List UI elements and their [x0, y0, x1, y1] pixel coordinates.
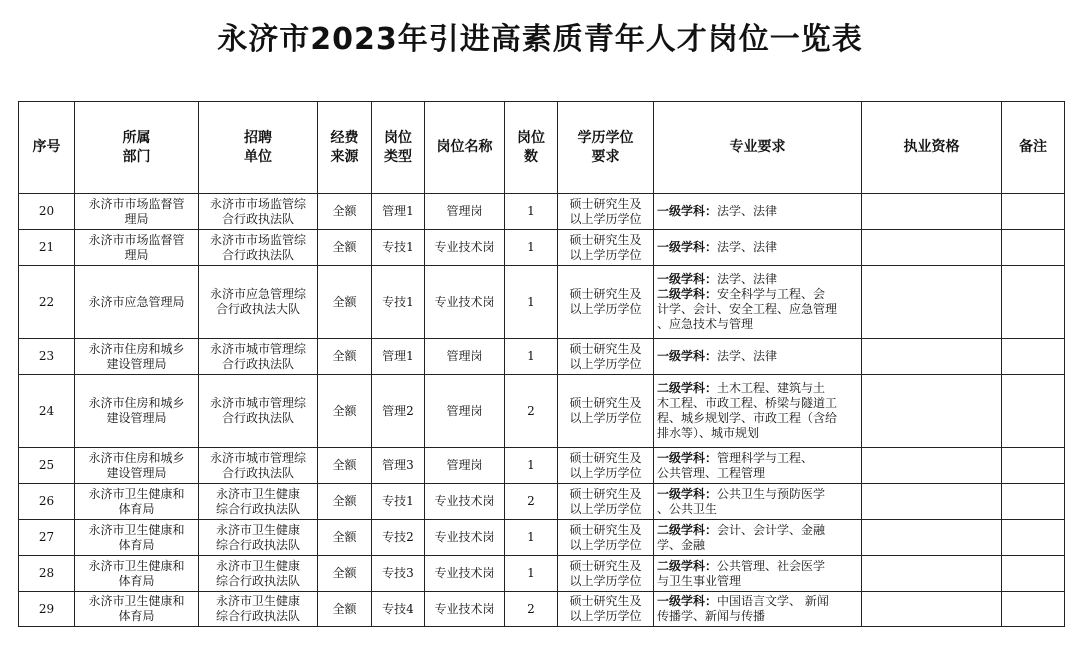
cell-position-type: 管理2 [372, 375, 425, 448]
cell-unit: 永济市市场监管综 合行政执法队 [199, 230, 318, 266]
cell-note [1002, 194, 1065, 230]
cell-position-name: 专业技术岗 [425, 556, 505, 592]
header-qualification: 执业资格 [862, 102, 1002, 194]
cell-major: 一级学科：管理科学与工程、 公共管理、工程管理 [654, 448, 862, 484]
cell-unit: 永济市市场监管综 合行政执法队 [199, 194, 318, 230]
cell-note [1002, 484, 1065, 520]
table-row [19, 339, 1065, 375]
cell-seq: 29 [19, 592, 75, 627]
cell-seq: 25 [19, 448, 75, 484]
cell-unit: 永济市卫生健康 综合行政执法队 [199, 484, 318, 520]
cell-seq: 24 [19, 375, 75, 448]
cell-major: 二级学科：土木工程、建筑与土 木工程、市政工程、桥梁与隧道工 程、城乡规划学、市政工程（含给 排水等）、城市规划 [654, 375, 862, 448]
cell-dept: 永济市卫生健康和 体育局 [75, 520, 199, 556]
cell-education: 硕士研究生及 以上学历学位 [558, 520, 654, 556]
cell-dept: 永济市卫生健康和 体育局 [75, 556, 199, 592]
table-row [19, 266, 1065, 339]
cell-note [1002, 520, 1065, 556]
cell-seq: 28 [19, 556, 75, 592]
table-row [19, 592, 1065, 627]
cell-education: 硕士研究生及 以上学历学位 [558, 556, 654, 592]
table-row [19, 448, 1065, 484]
cell-count: 2 [505, 484, 558, 520]
cell-qualification [862, 484, 1002, 520]
cell-position-name: 管理岗 [425, 375, 505, 448]
cell-major: 二级学科：公共管理、社会医学 与卫生事业管理 [654, 556, 862, 592]
cell-fund: 全额 [318, 230, 372, 266]
cell-major: 一级学科：法学、法律 [654, 230, 862, 266]
cell-count: 1 [505, 448, 558, 484]
cell-unit: 永济市城市管理综 合行政执法队 [199, 339, 318, 375]
cell-position-type: 管理1 [372, 339, 425, 375]
cell-unit: 永济市应急管理综 合行政执法大队 [199, 266, 318, 339]
header-major: 专业要求 [654, 102, 862, 194]
cell-position-name: 专业技术岗 [425, 266, 505, 339]
cell-note [1002, 339, 1065, 375]
table-header-row [19, 102, 1065, 194]
cell-seq: 27 [19, 520, 75, 556]
header-position-name: 岗位名称 [425, 102, 505, 194]
cell-position-name: 专业技术岗 [425, 230, 505, 266]
cell-dept: 永济市住房和城乡 建设管理局 [75, 375, 199, 448]
table-row [19, 194, 1065, 230]
cell-position-type: 专技2 [372, 520, 425, 556]
cell-qualification [862, 375, 1002, 448]
cell-fund: 全额 [318, 375, 372, 448]
cell-fund: 全额 [318, 266, 372, 339]
cell-note [1002, 230, 1065, 266]
header-note: 备注 [1002, 102, 1065, 194]
cell-qualification [862, 520, 1002, 556]
header-unit: 招聘 单位 [199, 102, 318, 194]
cell-position-type: 专技1 [372, 230, 425, 266]
table-row [19, 484, 1065, 520]
cell-fund: 全额 [318, 194, 372, 230]
cell-dept: 永济市卫生健康和 体育局 [75, 592, 199, 627]
cell-qualification [862, 592, 1002, 627]
table-row [19, 375, 1065, 448]
cell-count: 1 [505, 556, 558, 592]
cell-unit: 永济市卫生健康 综合行政执法队 [199, 592, 318, 627]
cell-count: 1 [505, 520, 558, 556]
cell-qualification [862, 266, 1002, 339]
positions-table [18, 101, 1065, 627]
cell-qualification [862, 194, 1002, 230]
cell-qualification [862, 230, 1002, 266]
page-title: 永济市2023年引进高素质青年人才岗位一览表 [217, 22, 863, 57]
cell-note [1002, 556, 1065, 592]
cell-position-name: 管理岗 [425, 339, 505, 375]
cell-fund: 全额 [318, 592, 372, 627]
cell-count: 1 [505, 266, 558, 339]
cell-seq: 23 [19, 339, 75, 375]
cell-qualification [862, 448, 1002, 484]
cell-dept: 永济市市场监督管 理局 [75, 194, 199, 230]
cell-fund: 全额 [318, 484, 372, 520]
cell-position-name: 专业技术岗 [425, 592, 505, 627]
cell-unit: 永济市城市管理综 合行政执法队 [199, 448, 318, 484]
header-seq: 序号 [19, 102, 75, 194]
table-row [19, 230, 1065, 266]
cell-fund: 全额 [318, 448, 372, 484]
cell-seq: 22 [19, 266, 75, 339]
cell-count: 1 [505, 230, 558, 266]
cell-major: 一级学科：公共卫生与预防医学 、公共卫生 [654, 484, 862, 520]
cell-seq: 21 [19, 230, 75, 266]
cell-major: 一级学科：法学、法律 [654, 339, 862, 375]
cell-dept: 永济市应急管理局 [75, 266, 199, 339]
cell-dept: 永济市住房和城乡 建设管理局 [75, 448, 199, 484]
cell-note [1002, 375, 1065, 448]
cell-major: 一级学科：法学、法律 [654, 194, 862, 230]
cell-position-type: 专技4 [372, 592, 425, 627]
cell-dept: 永济市市场监督管 理局 [75, 230, 199, 266]
cell-education: 硕士研究生及 以上学历学位 [558, 375, 654, 448]
cell-qualification [862, 339, 1002, 375]
cell-note [1002, 592, 1065, 627]
cell-major: 二级学科：会计、会计学、金融 学、金融 [654, 520, 862, 556]
cell-dept: 永济市卫生健康和 体育局 [75, 484, 199, 520]
cell-education: 硕士研究生及 以上学历学位 [558, 484, 654, 520]
cell-qualification [862, 556, 1002, 592]
header-count: 岗位 数 [505, 102, 558, 194]
cell-count: 2 [505, 375, 558, 448]
cell-position-name: 管理岗 [425, 194, 505, 230]
cell-fund: 全额 [318, 556, 372, 592]
cell-count: 2 [505, 592, 558, 627]
header-fund: 经费 来源 [318, 102, 372, 194]
cell-unit: 永济市卫生健康 综合行政执法队 [199, 520, 318, 556]
cell-unit: 永济市城市管理综 合行政执法队 [199, 375, 318, 448]
cell-major: 一级学科：中国语言文学、 新闻 传播学、新闻与传播 [654, 592, 862, 627]
cell-education: 硕士研究生及 以上学历学位 [558, 592, 654, 627]
table-row [19, 556, 1065, 592]
cell-position-type: 管理1 [372, 194, 425, 230]
cell-education: 硕士研究生及 以上学历学位 [558, 194, 654, 230]
header-dept: 所属 部门 [75, 102, 199, 194]
cell-education: 硕士研究生及 以上学历学位 [558, 448, 654, 484]
cell-fund: 全额 [318, 339, 372, 375]
cell-major: 一级学科：法学、法律 二级学科：安全科学与工程、会 计学、会计、安全工程、应急管理 、应急技术与管理 [654, 266, 862, 339]
cell-position-type: 管理3 [372, 448, 425, 484]
header-education: 学历学位 要求 [558, 102, 654, 194]
cell-position-name: 专业技术岗 [425, 520, 505, 556]
cell-position-type: 专技1 [372, 484, 425, 520]
table-row [19, 520, 1065, 556]
cell-education: 硕士研究生及 以上学历学位 [558, 339, 654, 375]
cell-position-name: 管理岗 [425, 448, 505, 484]
cell-note [1002, 448, 1065, 484]
cell-education: 硕士研究生及 以上学历学位 [558, 230, 654, 266]
cell-note [1002, 266, 1065, 339]
cell-count: 1 [505, 339, 558, 375]
cell-position-type: 专技3 [372, 556, 425, 592]
cell-count: 1 [505, 194, 558, 230]
header-position-type: 岗位 类型 [372, 102, 425, 194]
cell-education: 硕士研究生及 以上学历学位 [558, 266, 654, 339]
cell-unit: 永济市卫生健康 综合行政执法队 [199, 556, 318, 592]
cell-dept: 永济市住房和城乡 建设管理局 [75, 339, 199, 375]
cell-position-type: 专技1 [372, 266, 425, 339]
cell-seq: 20 [19, 194, 75, 230]
cell-fund: 全额 [318, 520, 372, 556]
cell-seq: 26 [19, 484, 75, 520]
cell-position-name: 专业技术岗 [425, 484, 505, 520]
